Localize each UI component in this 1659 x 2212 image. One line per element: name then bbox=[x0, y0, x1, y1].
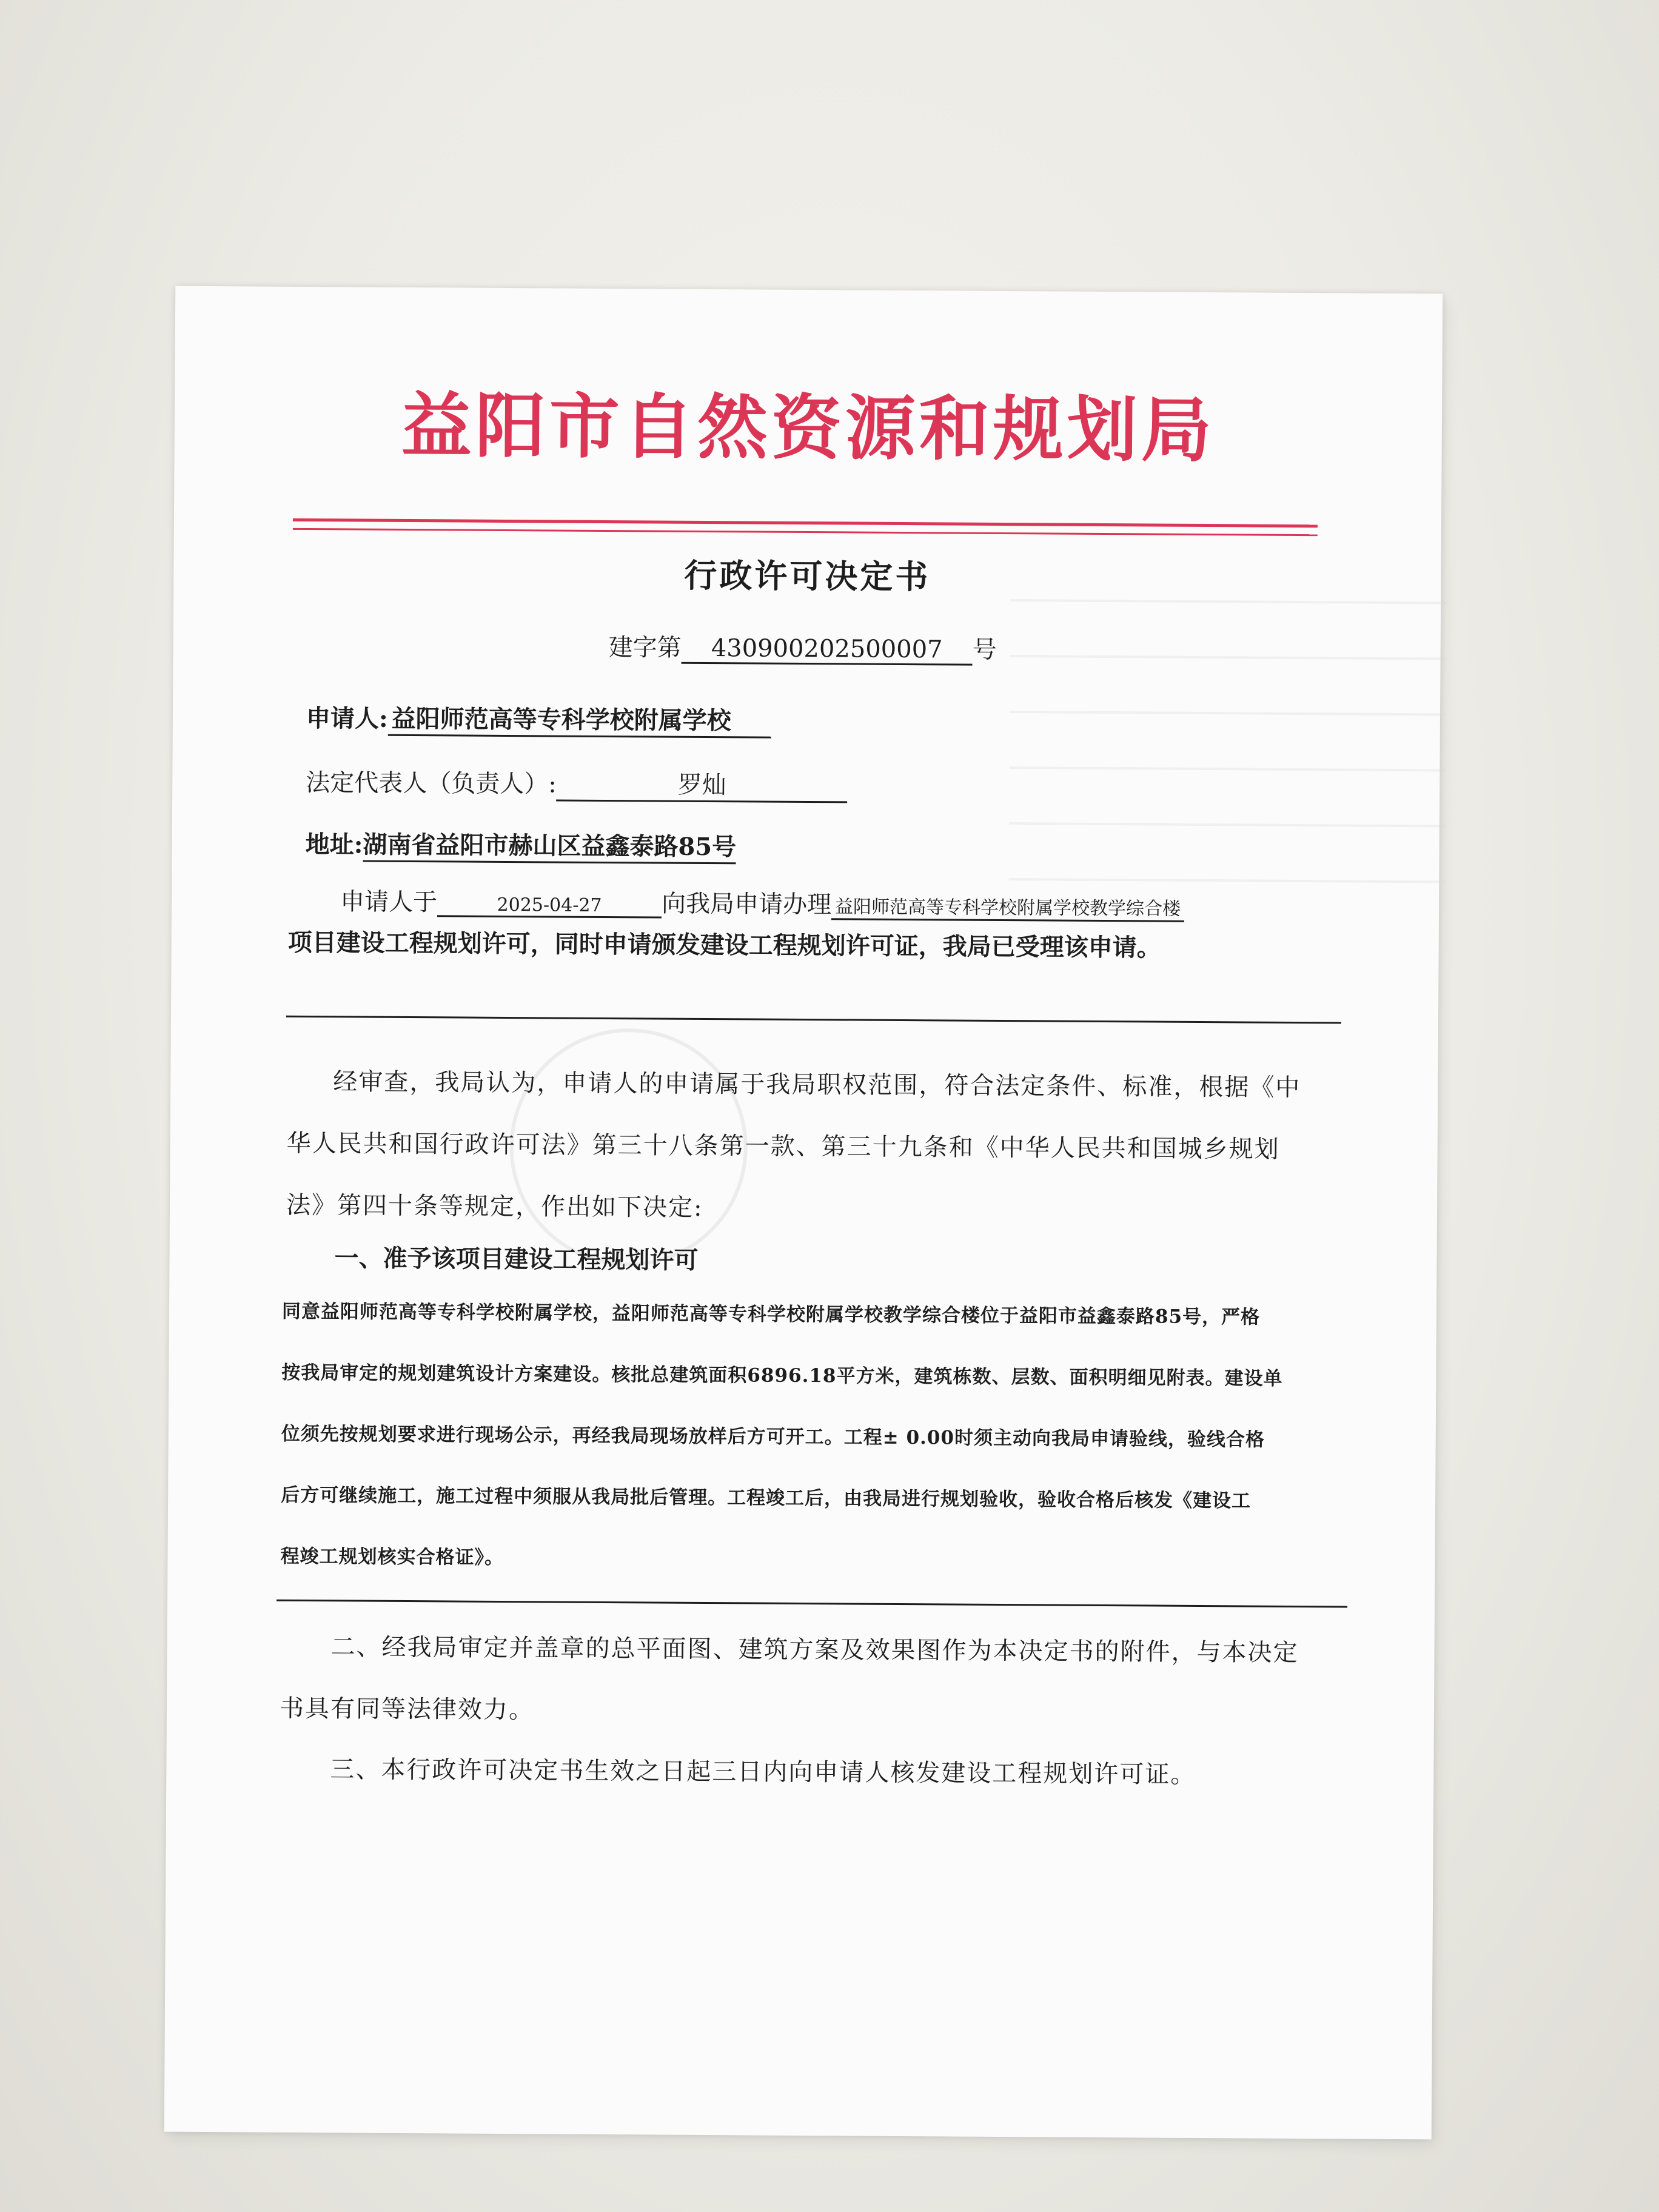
decision-1-underline bbox=[276, 1600, 1347, 1608]
doc-number-prefix: 建字第 bbox=[608, 634, 682, 662]
address-label: 地址: bbox=[305, 830, 363, 859]
decision-1-line-4: 后方可继续施工，施工过程中须服从我局批后管理。工程竣工后，由我局进行规划验收，验收合格后核发《建设工 bbox=[281, 1484, 1252, 1512]
legal-representative-line bbox=[306, 763, 848, 803]
application-date: 2025-04-27 bbox=[437, 894, 662, 918]
review-line-2: 华人民共和国行政许可法》第三十八条第一款、第三十九条和《中华人民共和国城乡规划 bbox=[286, 1129, 1280, 1164]
project-name: 益阳师范高等专科学校附属学校教学综合楼 bbox=[831, 891, 1184, 922]
decision-3-line-1: 三、本行政许可决定书生效之日起三日内向申请人核发建设工程规划许可证。 bbox=[330, 1755, 1196, 1789]
applicant-value: 益阳师范高等专科学校附属学校 bbox=[388, 700, 771, 739]
doc-number: 430900202500007 bbox=[682, 634, 973, 666]
legal-rep-value: 罗灿 bbox=[557, 765, 848, 803]
application-prefix: 申请人于 bbox=[340, 888, 438, 917]
legal-rep-label: 法定代表人（负责人）: bbox=[306, 768, 557, 799]
review-line-1: 经审查，我局认为，申请人的申请属于我局职权范围，符合法定条件、标准，根据《中 bbox=[333, 1068, 1301, 1102]
decision-2-line-2: 书具有同等法律效力。 bbox=[279, 1694, 535, 1724]
document-title: 行政许可决定书 bbox=[684, 555, 931, 597]
decision-3-paragraph bbox=[330, 1738, 1361, 1806]
header-red-rule bbox=[293, 518, 1318, 528]
decision-1-body bbox=[280, 1281, 1361, 1594]
reverse-side-bleed-through bbox=[1007, 546, 1447, 1094]
decision-2-paragraph bbox=[280, 1616, 1353, 1746]
doc-number-suffix: 号 bbox=[972, 635, 997, 664]
decision-1-line-3: 位须先按规划要求进行现场公示，再经我局现场放样后方可开工。工程± 0.00时须主动向我局申请验线，验线合格 bbox=[281, 1423, 1265, 1451]
review-paragraph bbox=[286, 1051, 1355, 1243]
application-line bbox=[340, 882, 1184, 922]
application-middle: 向我局申请办理 bbox=[661, 890, 832, 919]
applicant-label: 申请人: bbox=[306, 703, 388, 733]
applicant-line bbox=[306, 699, 771, 739]
decision-1-line-1: 同意益阳师范高等专科学校附属学校，益阳师范高等专科学校附属学校教学综合楼位于益阳市益鑫泰路85号，严格 bbox=[281, 1300, 1261, 1329]
decision-1-line-2: 按我局审定的规划建筑设计方案建设。核批总建筑面积6896.18平方米，建筑栋数、层数、面积明细见附表。建设单 bbox=[281, 1361, 1283, 1390]
organization-header: 益阳市自然资源和规划局 bbox=[401, 384, 1216, 472]
header-red-rule-thin bbox=[293, 528, 1318, 536]
application-line-2: 项目建设工程规划许可，同时申请颁发建设工程规划许可证，我局已受理该申请。 bbox=[287, 928, 1161, 962]
review-line-3: 法》第四十条等规定，作出如下决定: bbox=[286, 1191, 703, 1222]
decision-2-line-1: 二、经我局审定并盖章的总平面图、建筑方案及效果图作为本决定书的附件，与本决定 bbox=[330, 1633, 1299, 1667]
permit-document-sheet bbox=[164, 286, 1443, 2140]
address-line bbox=[306, 825, 737, 864]
document-number-line bbox=[609, 628, 997, 666]
decision-1-heading: 一、准予该项目建设工程规划许可 bbox=[334, 1244, 699, 1275]
decision-1-line-5: 程竣工规划核实合格证》。 bbox=[280, 1545, 504, 1569]
address-value: 湖南省益阳市赫山区益鑫泰路85号 bbox=[363, 826, 736, 865]
